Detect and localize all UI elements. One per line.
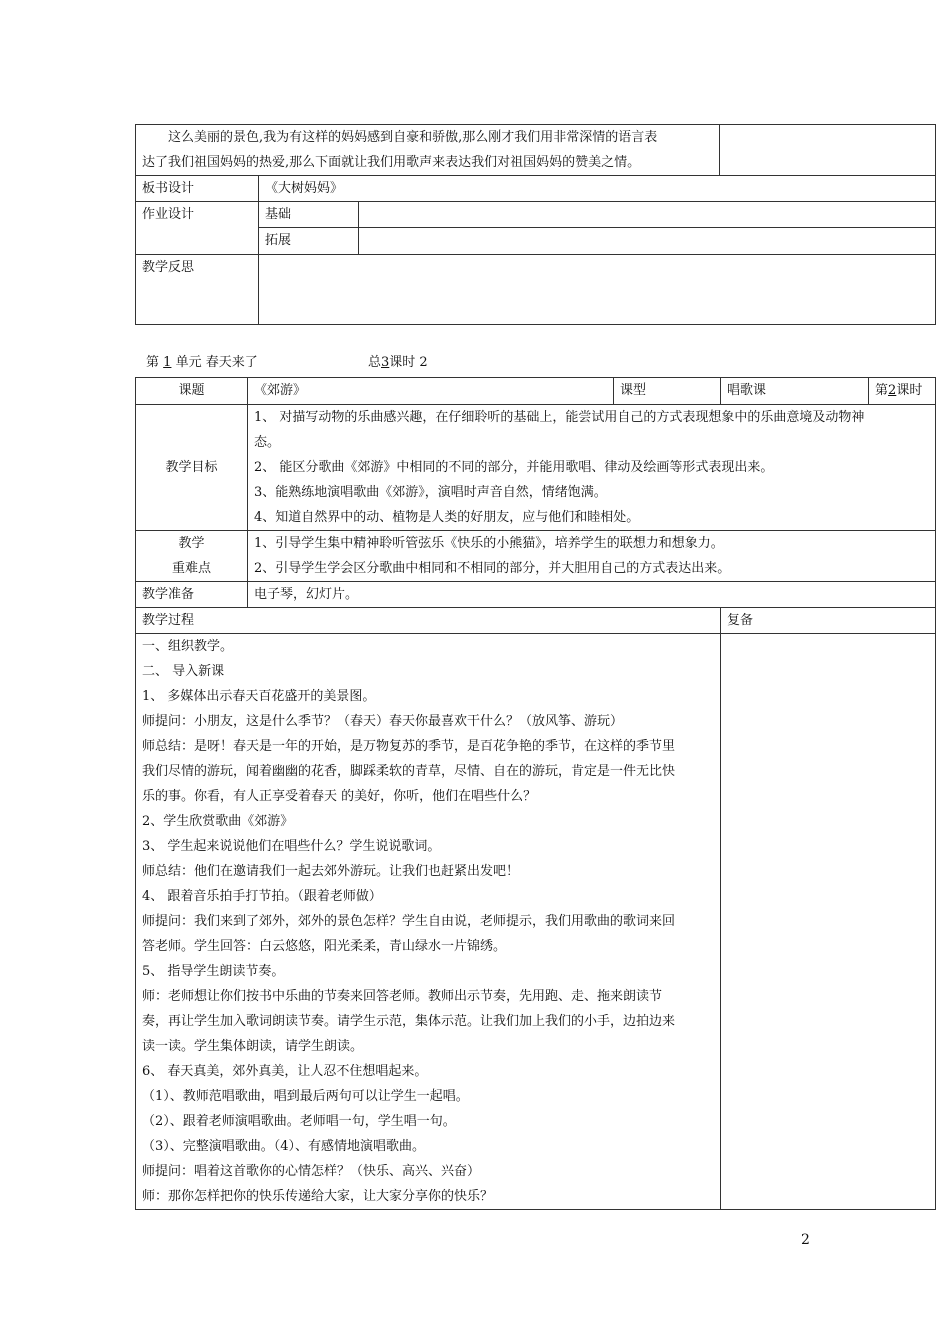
intro-cell [136, 125, 720, 176]
heading-prefix: 第 [146, 355, 160, 370]
total-prefix: 总 [368, 355, 382, 370]
key-line: 1、引导学生集中精神聆听管弦乐《快乐的小熊猫》，培养学生的联想力和想象力。 [254, 536, 724, 551]
process-line: 二、 导入新课 [142, 664, 225, 679]
period-no: 2 [888, 383, 897, 398]
process-line: 师：那你怎样把你的快乐传递给大家，让大家分享你的快乐？ [142, 1189, 494, 1204]
review-cell [721, 634, 936, 1210]
prep-label: 教学准备 [136, 582, 248, 608]
goal-line: 2、 能区分歌曲《郊游》中相同的不同的部分，并能用歌唱、律动及绘画等形式表现出来。 [254, 460, 774, 475]
process-line: 5、 指导学生朗读节奏。 [142, 964, 285, 979]
key-line: 2、引导学生学会区分歌曲中相同和不相同的部分，并大胆用自己的方式表达出来。 [254, 561, 731, 576]
process-line: 乐的事。你看，有人正享受着春天 的美好，你听，他们在唱些什么？ [142, 789, 537, 804]
process-line: 读一读。学生集体朗读，请学生朗读。 [142, 1039, 364, 1054]
page-number: 2 [801, 1232, 810, 1248]
process-line: 师提问：唱着这首歌你的心情怎样？（快乐、高兴、兴奋） [142, 1164, 481, 1179]
process-line: （1）、教师范唱歌曲，唱到最后两句可以让学生一起唱。 [142, 1089, 469, 1104]
unit-heading [146, 353, 258, 373]
homework-ext-label: 拓展 [259, 228, 359, 255]
process-line: 师：老师想让你们按书中乐曲的节奏来回答老师。教师出示节奏，先用跑、走、拖来朗读节 [142, 989, 663, 1004]
total-text: 课时 2 [389, 355, 428, 370]
total-no: 3 [381, 355, 390, 370]
board-label: 板书设计 [136, 176, 259, 202]
top-table [135, 124, 936, 325]
goals-label: 教学目标 [136, 405, 248, 531]
process-line: 4、 跟着音乐拍手打节拍。（跟着老师做） [142, 889, 382, 904]
goal-line: 1、 对描写动物的乐曲感兴趣，在仔细聆听的基础上，能尝试用自己的方式表现想象中的乐曲意境及动物神 [254, 410, 865, 425]
process-line: 奏，再让学生加入歌词朗读节奏。请学生示范，集体示范。让我们加上我们的小手，边拍边来 [142, 1014, 676, 1029]
topic-value: 《郊游》 [248, 378, 614, 405]
process-line: 我们尽情的游玩，闻着幽幽的花香，脚踩柔软的青草，尽情、自在的游玩，肯定是一件无比快 [142, 764, 676, 779]
total-heading [368, 353, 428, 373]
topic-label: 课题 [136, 378, 248, 405]
process-line: 师总结：是呀！春天是一年的开始，是万物复苏的季节，是百花争艳的季节，在这样的季节里 [142, 739, 676, 754]
homework-basic-value [359, 202, 936, 228]
goals-cell [248, 405, 936, 531]
homework-ext-value [359, 228, 936, 255]
type-value: 唱歌课 [721, 378, 869, 405]
goal-line: 4、知道自然界中的动、植物是人类的好朋友，应与他们和睦相处。 [254, 510, 640, 525]
intro-line-2: 达了我们祖国妈妈的热爱,那么下面就让我们用歌声来表达我们对祖国妈妈的赞美之情。 [142, 155, 641, 170]
process-line: 师提问：小朋友，这是什么季节？（春天）春天你最喜欢干什么？（放风筝、游玩） [142, 714, 624, 729]
board-value: 《大树妈妈》 [259, 176, 936, 202]
period-cell [869, 378, 936, 405]
reflection-label: 教学反思 [136, 255, 259, 325]
lesson-table [135, 377, 936, 1210]
process-line: 师总结：他们在邀请我们一起去郊外游玩。让我们也赶紧出发吧！ [142, 864, 520, 879]
process-line: 3、 学生起来说说他们在唱些什么？学生说说歌词。 [142, 839, 441, 854]
intro-review-cell [720, 125, 936, 176]
period-prefix: 第 [875, 383, 889, 398]
homework-basic-label: 基础 [259, 202, 359, 228]
process-line: （3）、完整演唱歌曲。（4）、有感情地演唱歌曲。 [142, 1139, 426, 1154]
key-cell [248, 531, 936, 582]
process-label: 教学过程 [136, 608, 721, 634]
process-cell [136, 634, 721, 1210]
process-line: 师提问：我们来到了郊外，郊外的景色怎样？学生自由说，老师提示，我们用歌曲的歌词来回 [142, 914, 676, 929]
type-label: 课型 [614, 378, 721, 405]
goal-line: 态。 [254, 435, 281, 450]
prep-value: 电子琴，幻灯片。 [248, 582, 936, 608]
intro-line-1: 这么美丽的景色,我为有这样的妈妈感到自豪和骄傲,那么刚才我们用非常深情的语言表 [168, 130, 658, 145]
heading-unit-text: 单元 春天来了 [175, 355, 258, 370]
period-suffix: 课时 [896, 383, 923, 398]
process-line: （2）、跟着老师演唱歌曲。老师唱一句，学生唱一句。 [142, 1114, 456, 1129]
homework-label: 作业设计 [136, 202, 259, 255]
process-line: 答老师。学生回答：白云悠悠，阳光柔柔，青山绿水一片锦绣。 [142, 939, 507, 954]
reflection-value [259, 255, 936, 325]
key-label: 教学 重难点 [136, 531, 248, 582]
review-label: 复备 [721, 608, 936, 634]
process-line: 一、组织教学。 [142, 639, 234, 654]
process-line: 6、 春天真美，郊外真美，让人忍不住想唱起来。 [142, 1064, 428, 1079]
goal-line: 3、能熟练地演唱歌曲《郊游》，演唱时声音自然，情绪饱满。 [254, 485, 607, 500]
process-line: 2、学生欣赏歌曲《郊游》 [142, 814, 294, 829]
heading-unit-no: 1 [163, 355, 172, 370]
process-line: 1、 多媒体出示春天百花盛开的美景图。 [142, 689, 376, 704]
